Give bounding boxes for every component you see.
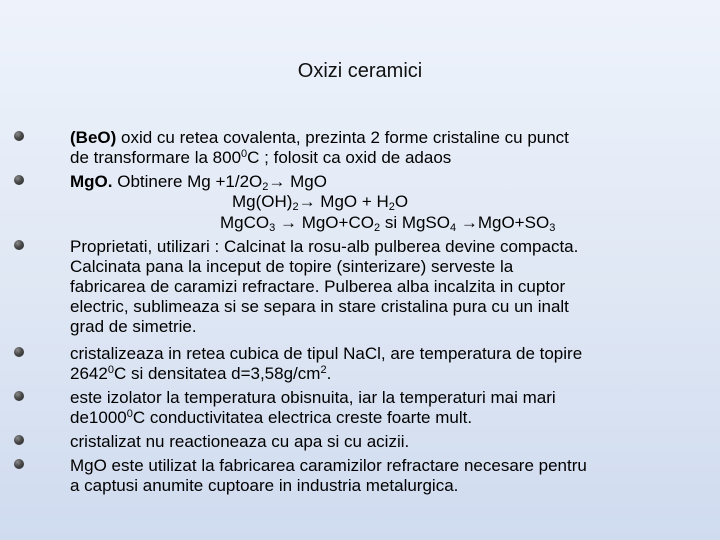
superscript: 0 xyxy=(241,148,248,160)
text-run: → MgO + H xyxy=(298,192,389,211)
bullet-text-line xyxy=(70,364,331,383)
bullet-text-line xyxy=(70,476,458,495)
subscript: 2 xyxy=(292,201,299,213)
subscript: 3 xyxy=(549,222,556,234)
text-run: 2642 xyxy=(70,364,108,383)
text-run: → MgO+CO xyxy=(275,213,374,232)
text-run: si MgSO xyxy=(380,213,450,232)
subscript: 3 xyxy=(269,222,276,234)
subscript: 2 xyxy=(388,201,395,213)
bullet-text-line xyxy=(70,344,582,363)
bullet-text-line xyxy=(70,277,565,296)
bullet-text-line xyxy=(232,192,408,211)
bold-term: MgO. xyxy=(70,172,113,191)
bullet-icon xyxy=(14,391,24,401)
text-run: O xyxy=(394,192,409,211)
text-run: cristalizeaza in retea cubica de tipul NaCl, are temperatura de topire xyxy=(70,344,583,363)
text-run: oxid cu retea covalenta, prezinta 2 forme cristaline cu punct xyxy=(116,128,569,147)
text-run: Obtinere Mg +1/2O xyxy=(112,172,263,191)
bullet-icon xyxy=(14,459,24,469)
bullet-icon xyxy=(14,347,24,357)
text-run: Calcinata pana la inceput de topire (sinterizare) serveste la xyxy=(70,257,514,276)
bullet-text-line xyxy=(70,408,472,427)
bullet-text-line xyxy=(70,297,569,316)
bullet-text-line xyxy=(70,257,513,276)
bullet-text-line xyxy=(70,148,451,167)
text-run: grad de simetrie. xyxy=(70,317,197,336)
text-run: a captusi anumite cuptoare in industria metalurgica. xyxy=(70,476,459,495)
superscript: 0 xyxy=(126,408,133,420)
bullet-text-line xyxy=(220,213,555,232)
text-run: este izolator la temperatura obisnuita, iar la temperaturi mai mari xyxy=(70,388,556,407)
slide-title: Oxizi ceramici xyxy=(297,60,423,82)
bullet-text-line xyxy=(70,456,587,475)
text-run: → MgO xyxy=(268,172,327,191)
bullet-text-line xyxy=(70,237,578,256)
text-run: C conductivitatea electrica creste foarte mult. xyxy=(132,408,473,427)
bullet-icon xyxy=(14,175,24,185)
bullet-icon xyxy=(14,435,24,445)
bullet-icon xyxy=(14,131,24,141)
subscript: 2 xyxy=(373,222,381,234)
text-run: fabricarea de caramizi refractare. Pulberea alba incalzita in cuptor xyxy=(70,277,566,296)
superscript: 2 xyxy=(320,364,327,376)
text-run: MgCO xyxy=(220,213,270,232)
subscript: 4 xyxy=(450,222,457,234)
text-run: MgO este utilizat la fabricarea caramizilor refractare necesare pentru xyxy=(70,456,587,475)
text-run: electric, sublimeaza si se separa in stare cristalina pura cu un inalt xyxy=(70,297,569,316)
text-run: de1000 xyxy=(70,408,127,427)
bullet-text-line xyxy=(70,317,197,336)
text-run: →MgO+SO xyxy=(456,213,550,232)
text-run: C si densitatea d=3,58g/cm xyxy=(113,364,321,383)
superscript: 0 xyxy=(107,364,114,376)
bullet-text-line xyxy=(70,172,327,191)
bullet-text-line xyxy=(70,388,556,407)
text-run: cristalizat nu reactioneaza cu apa si cu acizii. xyxy=(70,432,410,451)
text-run: Mg(OH) xyxy=(232,192,293,211)
text-run: de transformare la 800 xyxy=(70,148,242,167)
bullet-icon xyxy=(14,240,24,250)
subscript: 2 xyxy=(262,181,269,193)
text-run: . xyxy=(326,364,332,383)
bullet-text-line xyxy=(70,128,569,147)
bold-term: (BeO) xyxy=(70,128,117,147)
bullet-text-line xyxy=(70,432,409,451)
text-run: C ; folosit ca oxid de adaos xyxy=(247,148,452,167)
text-run: Proprietati, utilizari : Calcinat la rosu-alb pulberea devine compacta. xyxy=(70,237,579,256)
